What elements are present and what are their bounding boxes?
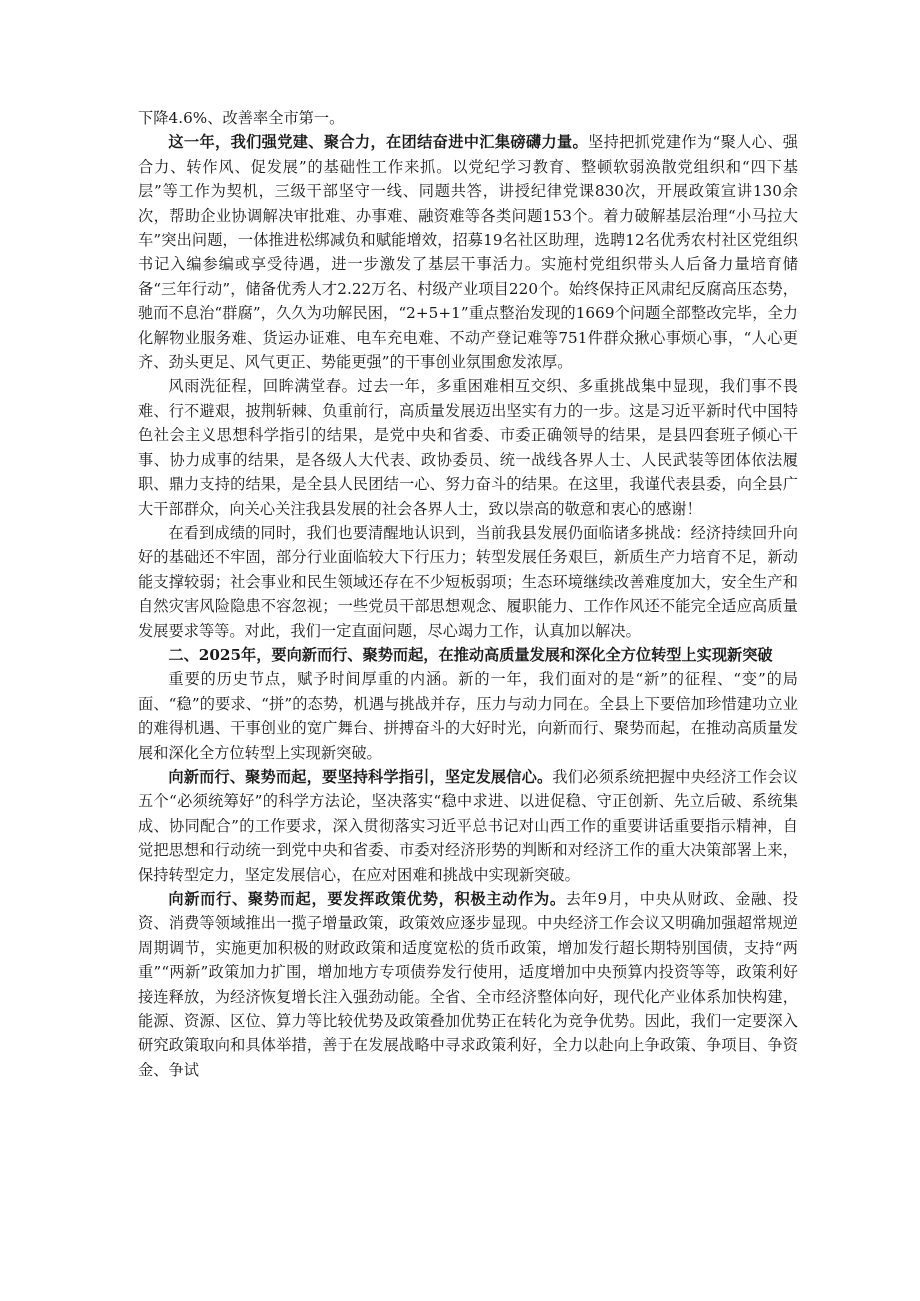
paragraph-4 xyxy=(138,521,798,643)
paragraph-1-text: 下降4.6%、改善率全市第一。 xyxy=(138,109,345,127)
section-heading xyxy=(138,643,798,667)
paragraph-3-text: 风雨洗征程，回眸满堂春。过去一年，多重困难相互交织、多重挑战集中显现，我们事不畏难、行不避艰，披荆斩棘、负重前行，高质量发展迈出坚实有力的一步。这是习近平新时代中国特色社会主义思想科学指引的结果，是党中央和省委、市委正确领导的结果，是县四套班子倾心干事、协力成事的结果，是各级人大代表、政协委员、统一战线各界人士、人民武装等团体依法履职、鼎力支持的结果，是全县人民团结一心、努力奋斗的结果。在这里，我谨代表县委，向全县广大干部群众，向关心关注我县发展的社会各界人士，致以崇高的敬意和衷心的感谢！ xyxy=(138,377,798,518)
paragraph-7 xyxy=(138,765,798,887)
paragraph-8-text: 去年9月，中央从财政、金融、投资、消费等领域推出一揽子增量政策，政策效应逐步显现。中央经济工作会议又明确加强超常规逆周期调节，实施更加积极的财政政策和适度宽松的货币政策，增加发行超长期特别国债，支持“两重”“两新”政策加力扩围，增加地方专项债券发行使用，适度增加中央预算内投资等等，政策利好接连释放，为经济恢复增长注入强劲动能。全省、全市经济整体向好，现代化产业体系加快构建，能源、资源、区位、算力等比较优势及政策叠加优势正在转化为竞争优势。因此，我们一定要深入研究政策取向和具体举措，善于在发展战略中寻求政策利好，全力以赴向上争政策、争项目、争资金、争试 xyxy=(138,890,799,1079)
paragraph-8-lead: 向新而行、聚势而起，要发挥政策优势，积极主动作为。 xyxy=(168,890,566,908)
paragraph-6 xyxy=(138,667,798,765)
paragraph-2 xyxy=(138,130,798,374)
paragraph-1 xyxy=(138,106,798,130)
paragraph-4-text: 在看到成绩的同时，我们也要清醒地认识到，当前我县发展仍面临诸多挑战：经济持续回升向好的基础还不牢固，部分行业面临较大下行压力；转型发展任务艰巨，新质生产力培育不足，新动能支撑较弱；社会事业和民生领域还存在不少短板弱项；生态环境继续改善难度加大，安全生产和自然灾害风险隐患不容忽视；一些党员干部思想观念、履职能力、工作作风还不能完全适应高质量发展要求等等。对此，我们一定直面问题，尽心竭力工作，认真加以解决。 xyxy=(138,523,798,640)
section-heading-text: 二、2025年，要向新而行、聚势而起，在推动高质量发展和深化全方位转型上实现新突破 xyxy=(168,645,773,664)
paragraph-7-lead: 向新而行、聚势而起，要坚持科学指引，坚定发展信心。 xyxy=(168,767,553,786)
document-body xyxy=(138,106,798,1082)
paragraph-3 xyxy=(138,374,798,520)
paragraph-8 xyxy=(138,887,798,1082)
paragraph-2-lead: 这一年，我们强党建、聚合力，在团结奋进中汇集磅礴力量。 xyxy=(168,133,589,152)
paragraph-6-text: 重要的历史节点，赋予时间厚重的内涵。新的一年，我们面对的是“新”的征程、“变”的局面、“稳”的要求、“拼”的态势，机遇与挑战并存，压力与动力同在。全县上下要倍加珍惜建功立业的难得机遇、干事创业的宽广舞台、拼搏奋斗的大好时光，向新而行、聚势而起，在推动高质量发展和深化全方位转型上实现新突破。 xyxy=(138,670,798,762)
paragraph-7-text: 我们必须系统把握中央经济工作会议五个“必须统筹好”的科学方法论，坚决落实“稳中求进、以进促稳、守正创新、先立后破、系统集成、协同配合”的工作要求，深入贯彻落实习近平总书记对山西工作的重要讲话重要指示精神，自觉把思想和行动统一到党中央和省委、市委对经济形势的判断和对经济工作的重大决策部署上来，保持转型定力，坚定发展信心，在应对困难和挑战中实现新突破。 xyxy=(138,767,798,884)
paragraph-2-text: 坚持把抓党建作为“聚人心、强合力、转作风、促发展”的基础性工作来抓。以党纪学习教育、整顿软弱涣散党组织和“四下基层”等工作为契机，三级干部坚守一线、同题共答，讲授纪律党课830次，开展政策宣讲130余次，帮助企业协调解决审批难、办事难、融资难等各类问题153个。着力破解基层治理“小马拉大车”突出问题，一体推进松绑减负和赋能增效，招募19名社区助理，选聘12名优秀农村社区党组织书记入编参编或享受待遇，进一步激发了基层干事活力。实施村党组织带头人后备力量培育储备“三年行动”，储备优秀人才2.22万名、村级产业项目220个。始终保持正风肃纪反腐高压态势，驰而不息治“群腐”，久久为功解民困，“2+5+1”重点整治发现的1669个问题全部整改完毕，全力化解物业服务难、货运办证难、电车充电难、不动产登记难等751件群众揪心事烦心事，“人心更齐、劲头更足、风气更正、势能更强”的干事创业氛围愈发浓厚。 xyxy=(138,133,798,372)
